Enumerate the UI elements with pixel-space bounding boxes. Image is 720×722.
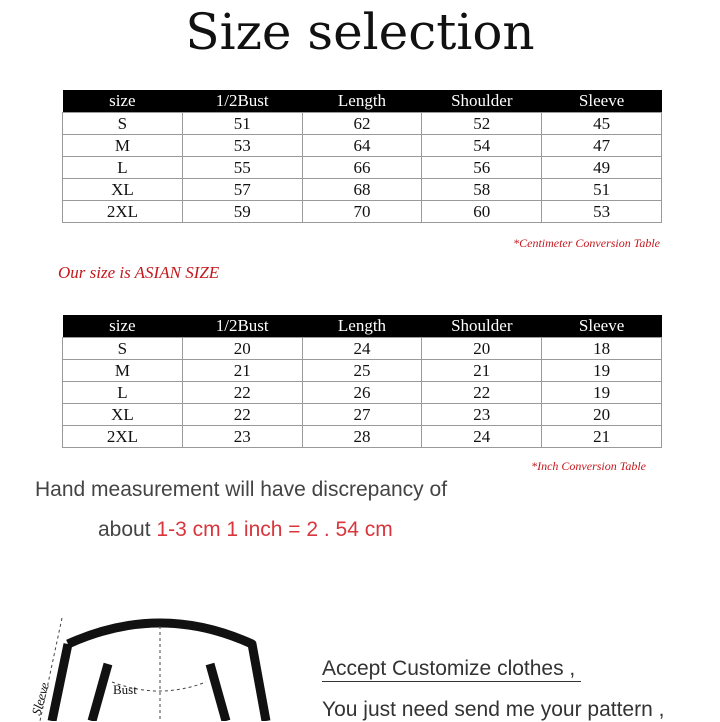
- page-title: Size selection: [185, 3, 535, 61]
- column-header: size: [63, 315, 183, 338]
- table-cell: 68: [302, 179, 422, 201]
- table-row: [63, 113, 662, 135]
- table-header-row: [63, 315, 662, 338]
- table-cell: S: [63, 338, 183, 360]
- column-header: Sleeve: [542, 90, 662, 113]
- asian-size-note: Our size is ASIAN SIZE: [58, 263, 220, 282]
- table-row: [63, 157, 662, 179]
- column-header: 1/2Bust: [182, 90, 302, 113]
- table-cell: 27: [302, 404, 422, 426]
- inch-size-table: [62, 315, 662, 448]
- table-row: [63, 201, 662, 223]
- column-header: Length: [302, 90, 422, 113]
- table-cell: 22: [422, 382, 542, 404]
- table-cell: 23: [422, 404, 542, 426]
- centimeter-table-note: *Centimeter Conversion Table: [513, 236, 660, 250]
- customize-note-line1: Accept Customize clothes ,: [322, 657, 581, 682]
- table-cell: 18: [542, 338, 662, 360]
- column-header: Length: [302, 315, 422, 338]
- table-cell: 52: [422, 113, 542, 135]
- table-cell: 57: [182, 179, 302, 201]
- table-row: [63, 338, 662, 360]
- table-row: [63, 382, 662, 404]
- table-cell: 53: [542, 201, 662, 223]
- table-cell: 64: [302, 135, 422, 157]
- measurement-prefix: about: [98, 518, 157, 541]
- table-cell: 49: [542, 157, 662, 179]
- garment-measurement-diagram: [0, 600, 300, 721]
- table-cell: 20: [182, 338, 302, 360]
- table-cell: 51: [542, 179, 662, 201]
- table-cell: 21: [422, 360, 542, 382]
- measurement-note-line2: [98, 518, 393, 542]
- table-cell: 19: [542, 360, 662, 382]
- measurement-note-line1: Hand measurement will have discrepancy of: [35, 478, 448, 501]
- column-header: Shoulder: [422, 90, 542, 113]
- table-cell: 47: [542, 135, 662, 157]
- table-cell: M: [63, 135, 183, 157]
- table-cell: 24: [302, 338, 422, 360]
- table-cell: 53: [182, 135, 302, 157]
- table-cell: 21: [182, 360, 302, 382]
- table-cell: XL: [63, 179, 183, 201]
- centimeter-size-table: [62, 90, 662, 223]
- table-cell: M: [63, 360, 183, 382]
- table-cell: 22: [182, 382, 302, 404]
- table-cell: 2XL: [63, 201, 183, 223]
- table-row: [63, 135, 662, 157]
- customize-note-line2: You just need send me your pattern ,: [322, 698, 665, 721]
- table-cell: 58: [422, 179, 542, 201]
- table-cell: 56: [422, 157, 542, 179]
- table-cell: L: [63, 157, 183, 179]
- bust-label: Bust: [113, 682, 137, 697]
- table-cell: 59: [182, 201, 302, 223]
- table-cell: 45: [542, 113, 662, 135]
- table-cell: 26: [302, 382, 422, 404]
- garment-outline: [52, 623, 266, 721]
- table-cell: 62: [302, 113, 422, 135]
- table-cell: 19: [542, 382, 662, 404]
- table-cell: 55: [182, 157, 302, 179]
- table-cell: 22: [182, 404, 302, 426]
- table-row: [63, 404, 662, 426]
- table-cell: L: [63, 382, 183, 404]
- table-cell: 24: [422, 426, 542, 448]
- column-header: size: [63, 90, 183, 113]
- table-cell: 20: [542, 404, 662, 426]
- column-header: Shoulder: [422, 315, 542, 338]
- column-header: 1/2Bust: [182, 315, 302, 338]
- table-cell: S: [63, 113, 183, 135]
- table-cell: 21: [542, 426, 662, 448]
- table-cell: 51: [182, 113, 302, 135]
- table-cell: 60: [422, 201, 542, 223]
- table-cell: XL: [63, 404, 183, 426]
- sleeve-label: Sleeve: [28, 680, 53, 717]
- table-header-row: [63, 90, 662, 113]
- table-row: [63, 360, 662, 382]
- table-row: [63, 179, 662, 201]
- garment-inner-left: [92, 664, 108, 721]
- table-cell: 25: [302, 360, 422, 382]
- garment-inner-right: [210, 664, 226, 721]
- measurement-conversion: 1-3 cm 1 inch = 2 . 54 cm: [156, 518, 393, 541]
- table-cell: 2XL: [63, 426, 183, 448]
- table-cell: 70: [302, 201, 422, 223]
- column-header: Sleeve: [542, 315, 662, 338]
- table-cell: 20: [422, 338, 542, 360]
- table-cell: 54: [422, 135, 542, 157]
- table-row: [63, 426, 662, 448]
- inch-table-note: *Inch Conversion Table: [531, 459, 646, 473]
- table-cell: 28: [302, 426, 422, 448]
- table-cell: 66: [302, 157, 422, 179]
- table-cell: 23: [182, 426, 302, 448]
